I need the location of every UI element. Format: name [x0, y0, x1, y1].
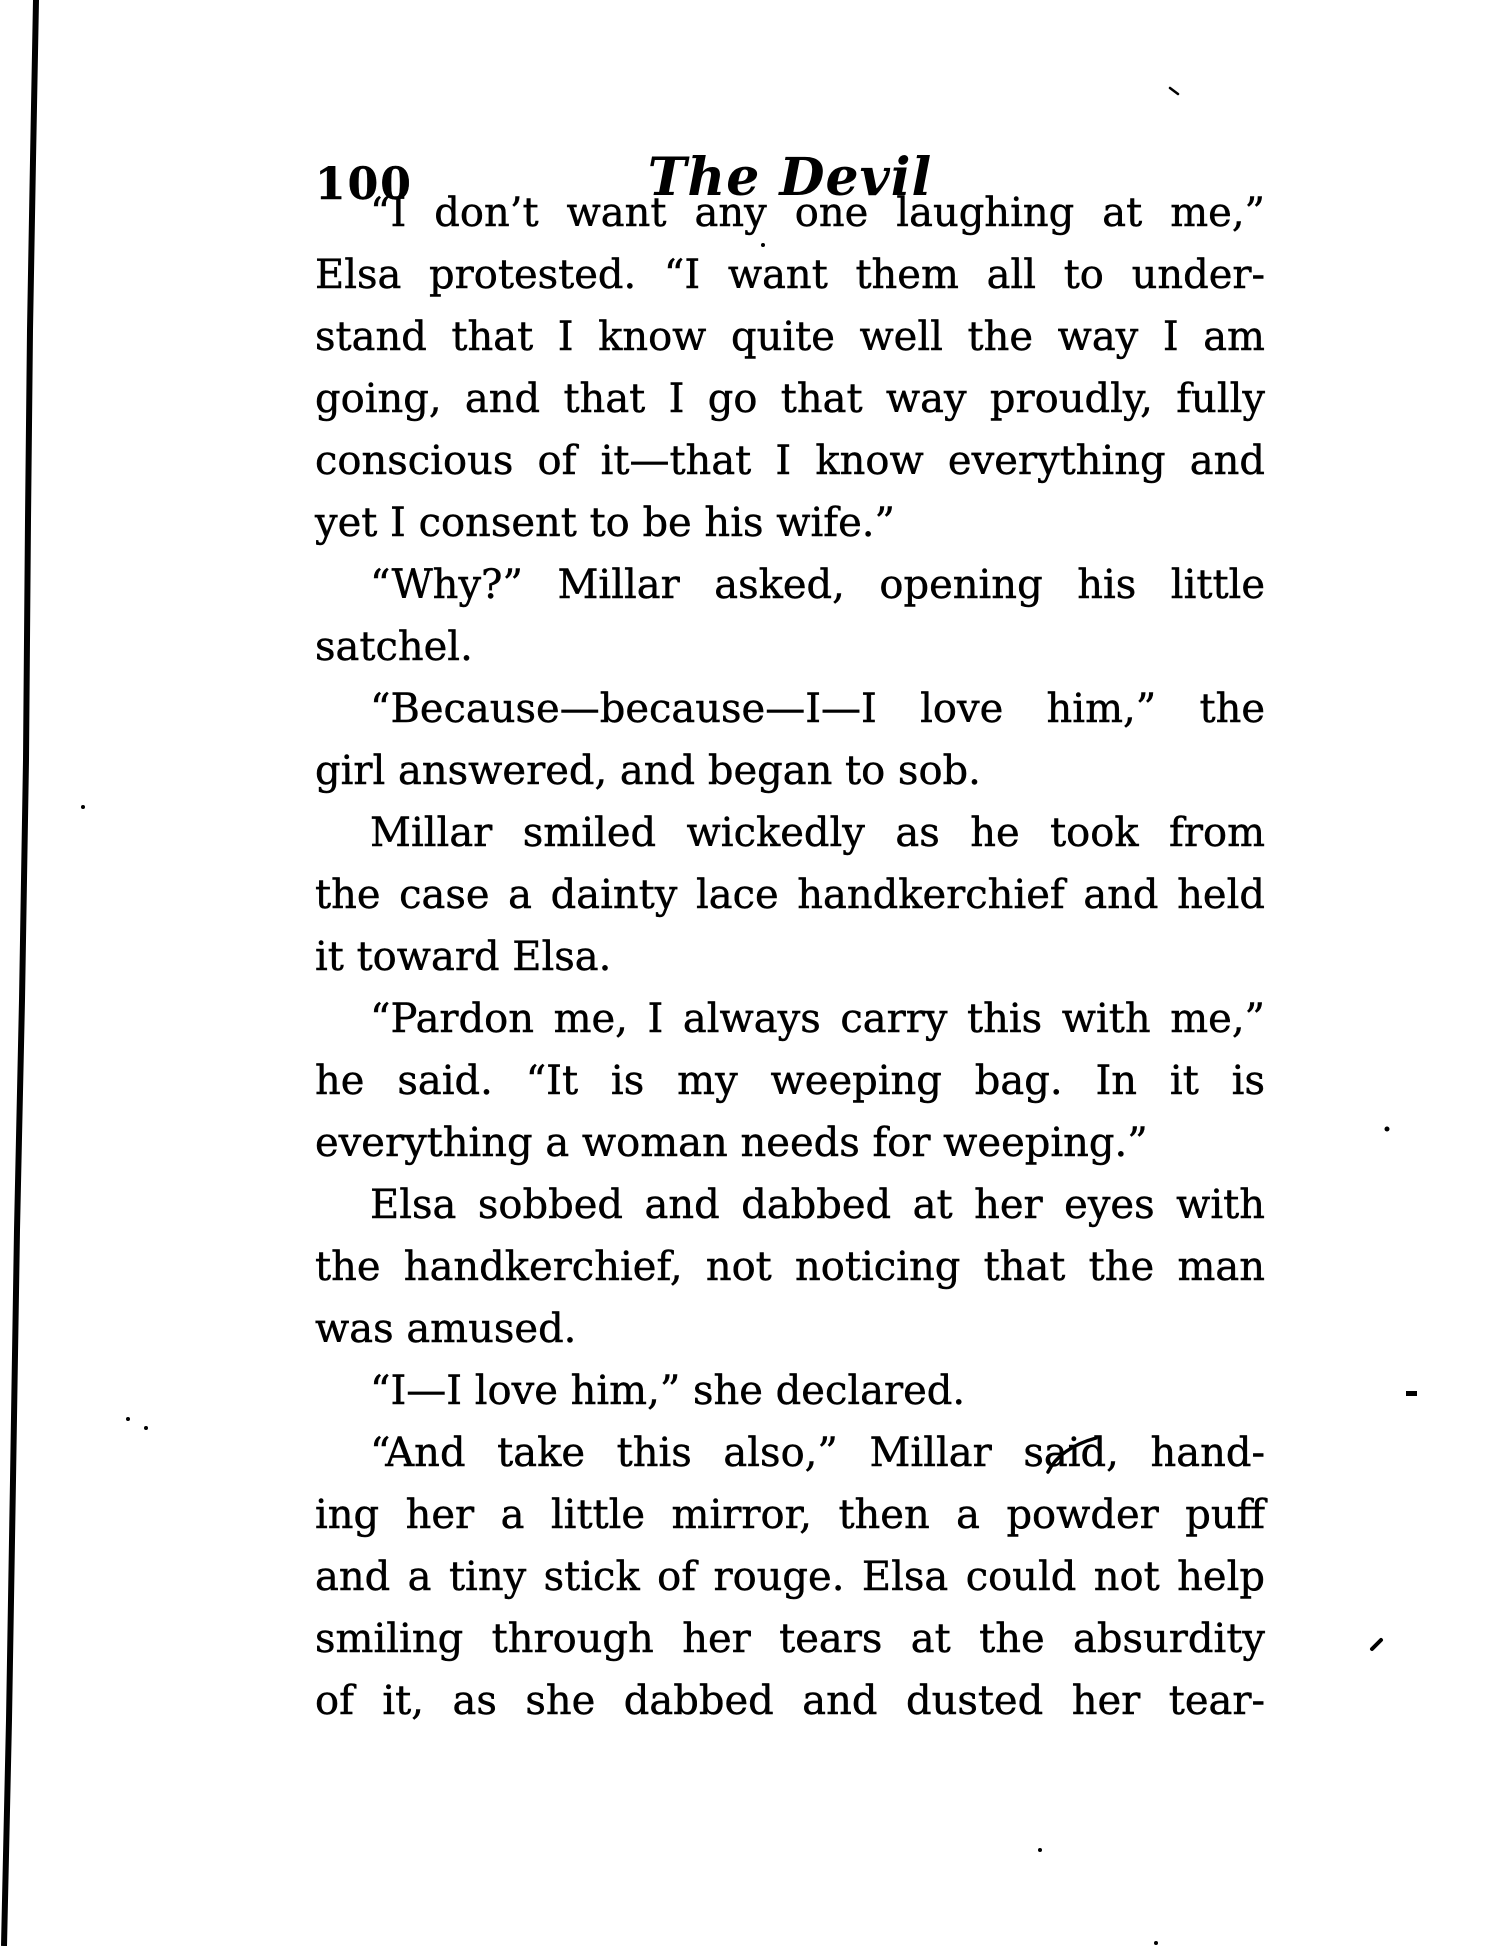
text-line: the case a dainty lace handkerchief and held — [315, 872, 1265, 918]
ink-speck — [1038, 1848, 1042, 1852]
text-line: the handkerchief, not noticing that the man — [315, 1244, 1265, 1290]
text-line: and a tiny stick of rouge. Elsa could not help — [315, 1554, 1265, 1600]
text-line: “And take this also,” Millar said, hand- — [370, 1430, 1265, 1476]
ink-speck — [144, 1426, 148, 1430]
text-line: conscious of it—that I know everything and — [315, 438, 1265, 484]
text-line: “Because—because—I—I love him,” the — [370, 686, 1265, 732]
text-line: “Why?” Millar asked, opening his little — [370, 562, 1265, 608]
text-line: Elsa sobbed and dabbed at her eyes with — [370, 1182, 1265, 1228]
ink-speck — [81, 805, 85, 809]
text-line: yet I consent to be his wife.” — [315, 500, 895, 546]
ink-speck — [1154, 1941, 1158, 1945]
text-line: girl answered, and began to sob. — [315, 748, 981, 794]
page-number: 100 — [315, 159, 413, 210]
text-line: “Pardon me, I always carry this with me,” — [370, 996, 1265, 1042]
ink-speck — [126, 1417, 130, 1421]
text-line: it toward Elsa. — [315, 934, 612, 980]
ink-speck — [1170, 88, 1178, 94]
text-line: going, and that I go that way proudly, fully — [315, 376, 1265, 422]
ink-speck — [1385, 1127, 1390, 1132]
text-line: of it, as she dabbed and dusted her tear- — [315, 1678, 1265, 1724]
text-line: Elsa protested. “I want them all to under- — [315, 252, 1265, 298]
text-line: “I don’t want any one laughing at me,” — [370, 190, 1265, 236]
text-line: he said. “It is my weeping bag. In it is — [315, 1058, 1265, 1104]
scan-edge-line — [4, 0, 36, 1946]
text-line: everything a woman needs for weeping.” — [315, 1120, 1148, 1166]
text-block — [315, 182, 1265, 1732]
text-line: Millar smiled wickedly as he took from — [370, 810, 1265, 856]
running-title: The Devil — [647, 147, 933, 208]
text-line: “I—I love him,” she declared. — [370, 1368, 966, 1414]
text-line: stand that I know quite well the way I am — [315, 314, 1265, 360]
ink-tick — [1372, 1640, 1381, 1649]
text-line: satchel. — [315, 624, 473, 670]
ink-dash — [1406, 1391, 1417, 1396]
text-line: smiling through her tears at the absurdity — [315, 1616, 1265, 1662]
text-line: was amused. — [315, 1306, 577, 1352]
text-line: ing her a little mirror, then a powder puff — [315, 1492, 1265, 1538]
